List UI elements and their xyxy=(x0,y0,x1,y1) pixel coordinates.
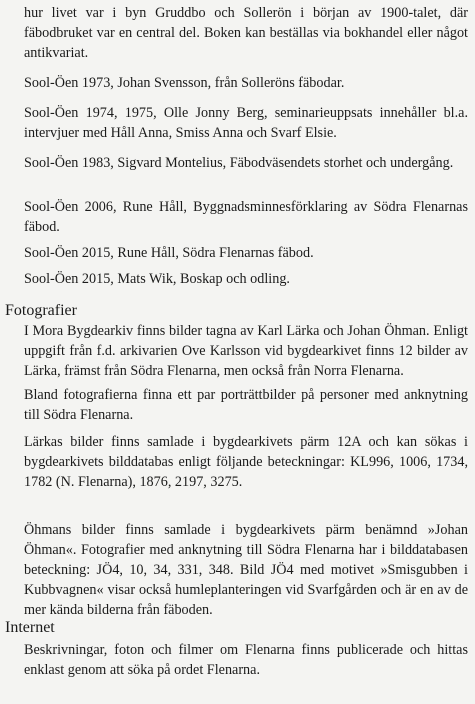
reference-item: Sool-Öen 2015, Mats Wik, Boskap och odling. xyxy=(24,271,290,287)
fotografier-paragraph: Bland fotografierna finna ett par porträttbilder på personer med anknytning till Södra Flenarna. xyxy=(24,387,468,423)
fotografier-paragraph: Lärkas bilder finns samlade i bygdearkivets pärm 12A och kan sökas i bygdearkivets bilddatabas enligt följande beteckningar: KL996, 1006, 1734, 1782 (N. Flenarna), 1876, 2197, 3275. xyxy=(24,434,468,490)
section-heading-fotografier: Fotografier xyxy=(5,302,77,319)
internet-paragraph: Beskrivningar, foton och filmer om Flenarna finns publicerade och hittas enklast genom att söka på ordet Flenarna. xyxy=(24,642,468,678)
fotografier-paragraph: Öhmans bilder finns samlade i bygdearkivets pärm benämnd »Johan Öhman«. Fotografier med anknytning till Södra Flenarna har i bilddatabasen beteckning: JÖ4, 10, 34, 331, 348. Bild JÖ4 med motivet »Smisgubben i Kubbvagnen« visar också humleplanteringen vid Svarfgården och är en av de mer kända bilderna från fäboden. xyxy=(24,522,468,618)
reference-item: Sool-Öen 2015, Rune Håll, Södra Flenarnas fäbod. xyxy=(24,245,314,261)
intro-paragraph: hur livet var i byn Gruddbo och Sollerön i början av 1900-talet, där fäbodbruket var en central del. Boken kan beställas via bokhandel eller något antikvariat. xyxy=(24,5,468,61)
reference-item: Sool-Öen 1973, Johan Svensson, från Solleröns fäbodar. xyxy=(24,75,345,91)
reference-item: Sool-Öen 1974, 1975, Olle Jonny Berg, seminarieuppsats innehåller bl.a. intervjuer med Håll Anna, Smiss Anna och Svarf Elsie. xyxy=(24,105,468,141)
section-heading-internet: Internet xyxy=(5,619,55,636)
fotografier-paragraph: I Mora Bygdearkiv finns bilder tagna av Karl Lärka och Johan Öhman. Enligt uppgift från f.d. arkivarien Ove Karlsson vid bygdearkivet finns 12 bilder av Lärka, främst från Södra Flenarna, men också från Norra Flenarna. xyxy=(24,323,468,379)
reference-item: Sool-Öen 1983, Sigvard Montelius, Fäbodväsendets storhet och undergång. xyxy=(24,155,454,171)
reference-item: Sool-Öen 2006, Rune Håll, Byggnadsminnesförklaring av Södra Flenarnas fäbod. xyxy=(24,199,468,235)
